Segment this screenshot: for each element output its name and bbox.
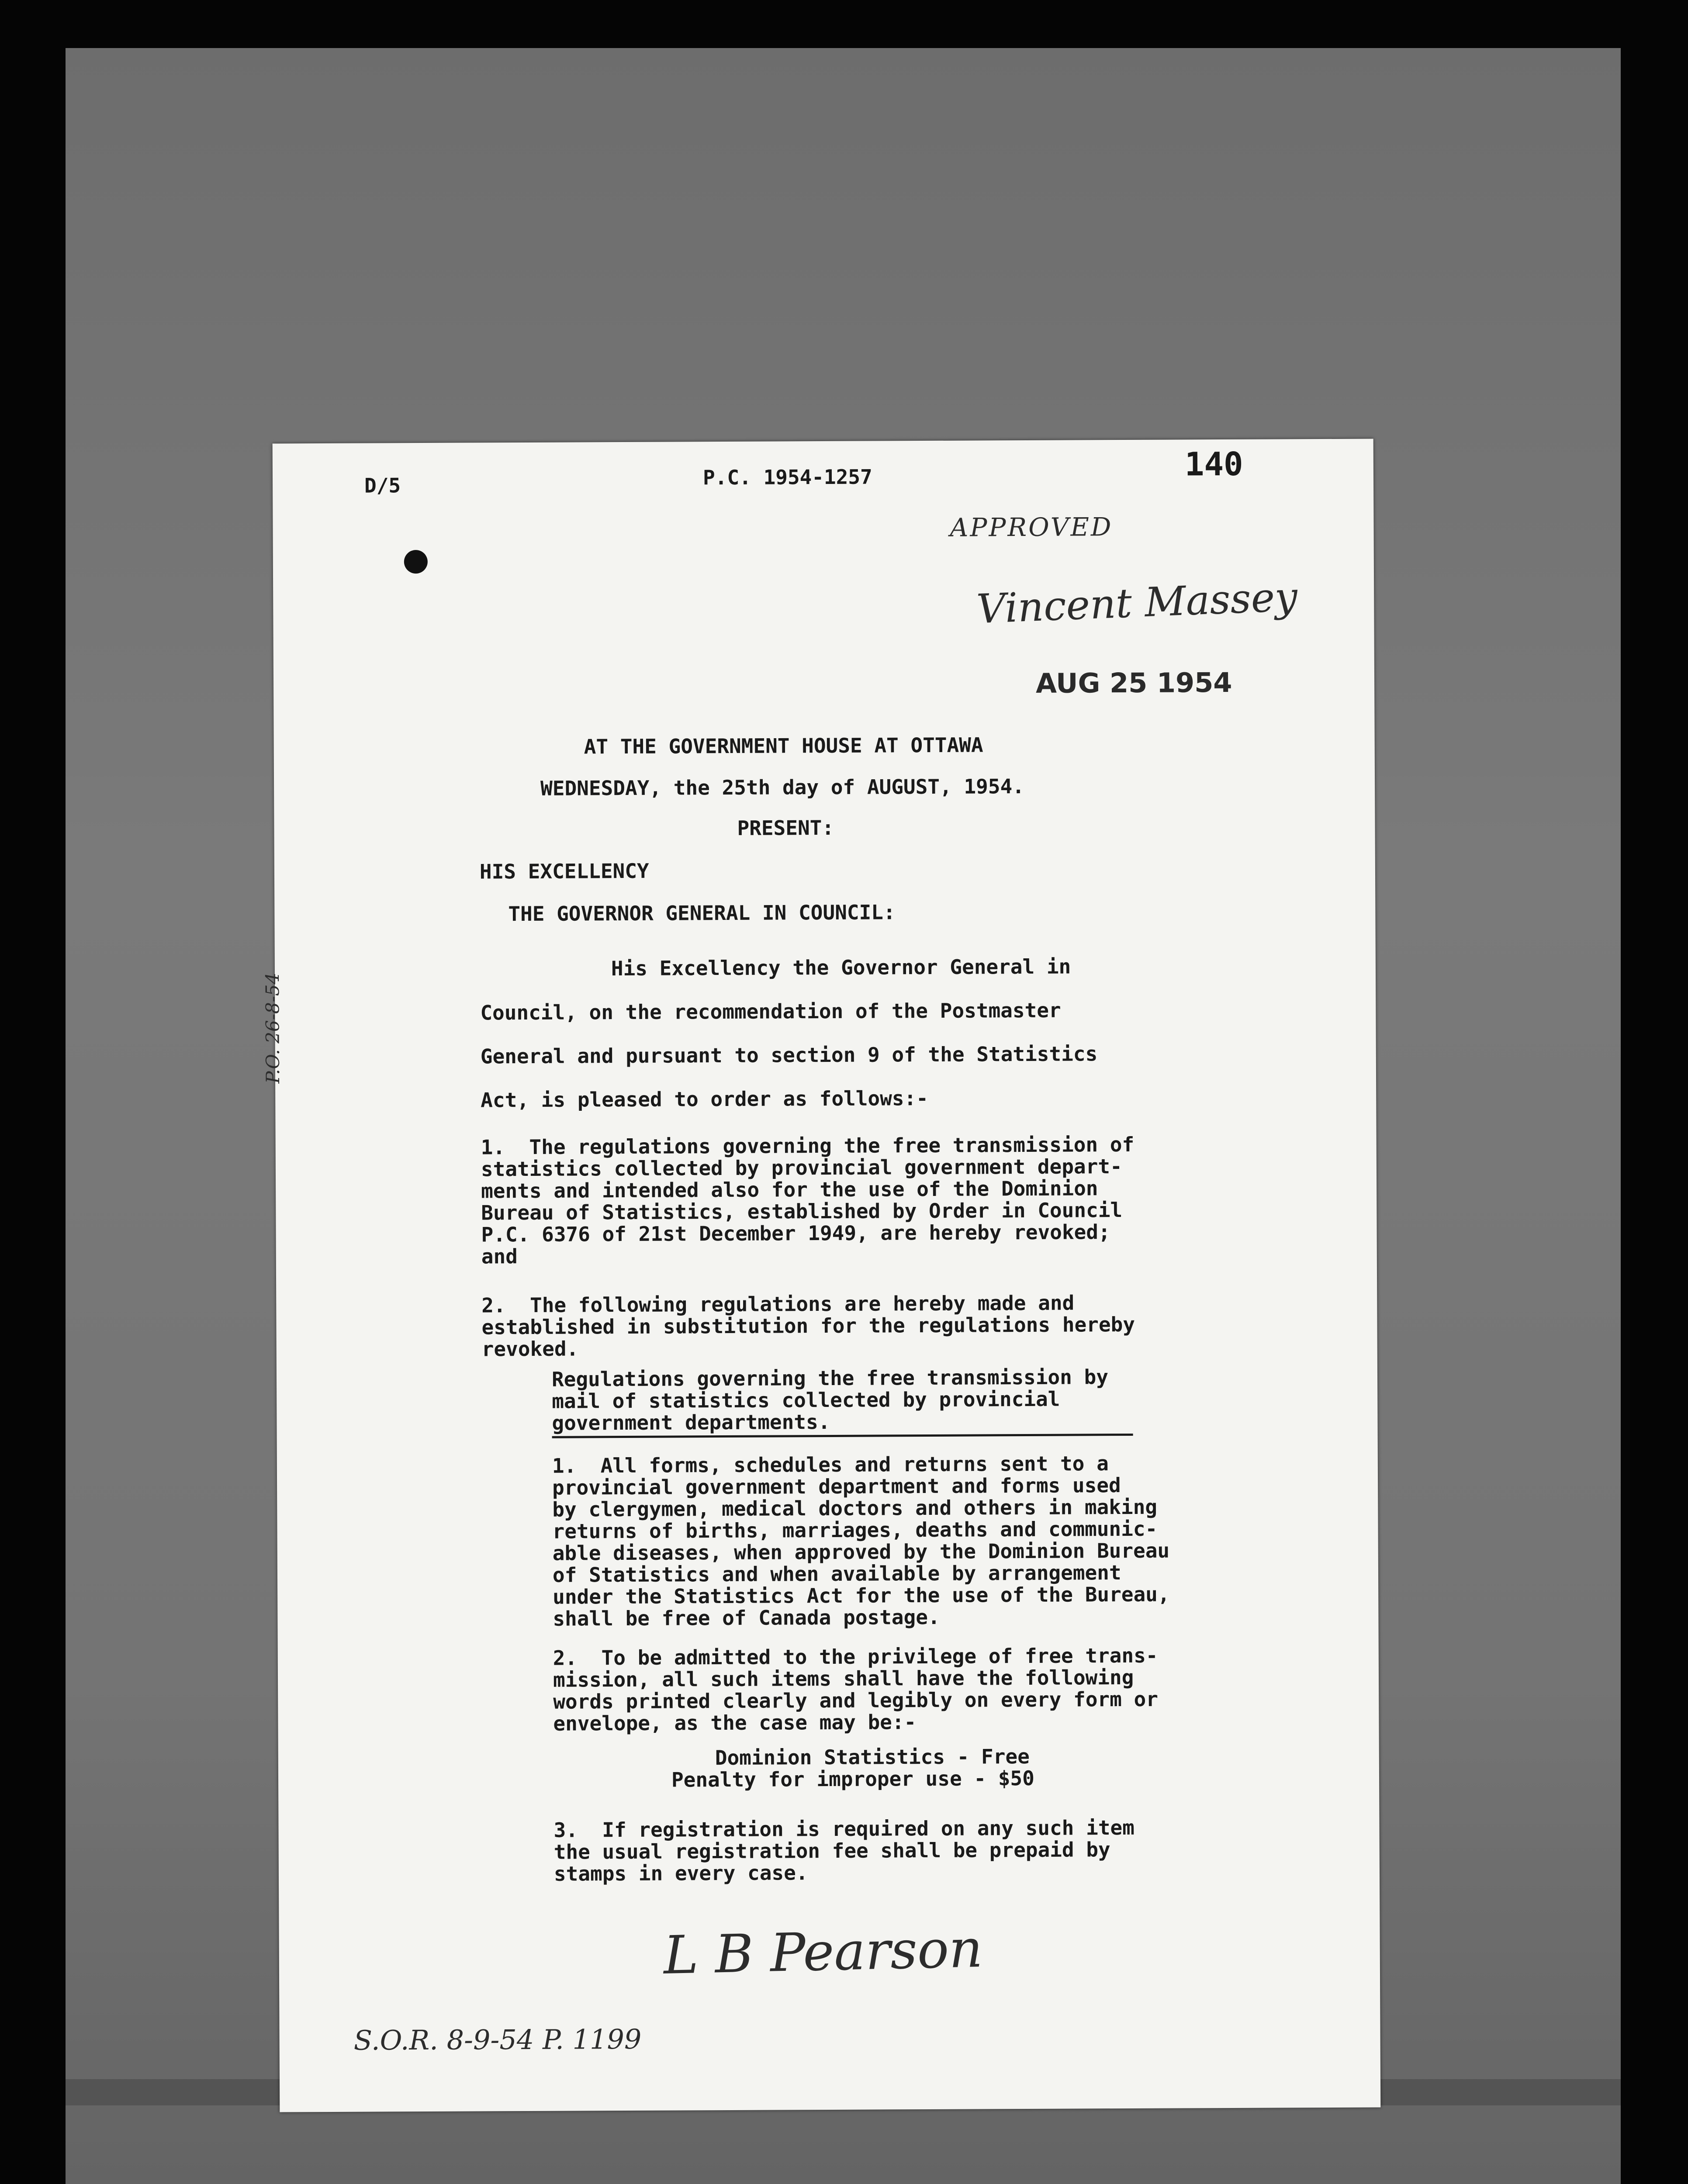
regulation-line: words printed clearly and legibly on every form or xyxy=(553,1687,1159,1714)
preamble-line: General and pursuant to section 9 of the Statistics xyxy=(480,1042,1098,1068)
regulation-line: stamps in every case. xyxy=(553,1861,808,1886)
sor-note: S.O.R. 8-9-54 P. 1199 xyxy=(353,2023,642,2056)
heading-his-excellency: HIS EXCELLENCY xyxy=(479,859,649,884)
regulation-item-2 xyxy=(553,1645,1159,1735)
regulation-line: envelope, as the case may be:- xyxy=(553,1710,917,1735)
regulation-item-1 xyxy=(552,1452,1170,1630)
clause-2 xyxy=(481,1292,1135,1360)
regulation-line: by clergymen, medical doctors and others in making xyxy=(552,1495,1158,1521)
clause-1 xyxy=(481,1133,1135,1268)
clause-line: ments and intended also for the use of the Dominion xyxy=(481,1176,1098,1203)
clause-line: and xyxy=(481,1244,518,1268)
governor-signature: Vincent Massey xyxy=(975,573,1298,633)
regulation-line: under the Statistics Act for the use of the Bureau, xyxy=(553,1582,1170,1609)
preamble-line: Act, is pleased to order as follows:- xyxy=(481,1086,929,1112)
approved-annotation: APPROVED xyxy=(950,512,1113,543)
clause-line: Bureau of Statistics, established by Order in Council xyxy=(481,1198,1123,1225)
clause-line: statistics collected by provincial government depart- xyxy=(481,1154,1122,1181)
regulation-line: 1. All forms, schedules and returns sent to a xyxy=(552,1451,1109,1478)
indicia-line: Dominion Statistics - Free xyxy=(715,1744,1030,1770)
date-stamp: AUG 25 1954 xyxy=(1035,666,1232,699)
regulation-line: the usual registration fee shall be prepaid by xyxy=(553,1838,1110,1864)
punch-hole xyxy=(404,550,428,574)
regulation-line: able diseases, when approved by the Dominion Bureau xyxy=(552,1538,1170,1565)
regulation-line: provincial government department and forms used xyxy=(552,1473,1121,1500)
clause-line: 1. The regulations governing the free transmission of xyxy=(481,1132,1135,1159)
regulation-line: of Statistics and when available by arrangement xyxy=(552,1561,1121,1587)
heading-location: AT THE GOVERNMENT HOUSE AT OTTAWA xyxy=(584,733,983,759)
clause-line: revoked. xyxy=(481,1337,579,1361)
regulations-title-line: government departments. xyxy=(552,1410,830,1435)
heading-date-line: WEDNESDAY, the 25th day of AUGUST, 1954. xyxy=(540,774,1025,800)
indicia-line: Penalty for improper use - $50 xyxy=(671,1766,1034,1792)
document-page xyxy=(261,439,1381,2112)
order-number: P.C. 1954-1257 xyxy=(702,465,872,490)
regulation-line: shall be free of Canada postage. xyxy=(553,1605,940,1631)
regulation-item-3 xyxy=(553,1817,1135,1885)
clause-line: established in substitution for the regulations hereby xyxy=(481,1312,1135,1339)
regulations-title-line: mail of statistics collected by provincial xyxy=(552,1387,1060,1413)
heading-present: PRESENT: xyxy=(737,816,834,840)
heading-governor-general: THE GOVERNOR GENERAL IN COUNCIL: xyxy=(508,900,896,926)
preamble-line: His Excellency the Governor General in xyxy=(611,954,1071,981)
margin-note: P.O. 26-8-54 xyxy=(261,972,284,1084)
clause-line: P.C. 6376 of 21st December 1949, are hereby revoked; xyxy=(481,1220,1110,1247)
page-number: 140 xyxy=(1184,445,1243,484)
file-code: D/5 xyxy=(364,473,401,498)
regulations-title xyxy=(552,1366,1109,1434)
preamble-line: Council, on the recommendation of the Postmaster xyxy=(480,998,1061,1025)
clause-line: 2. The following regulations are hereby made and xyxy=(481,1291,1075,1317)
regulation-line: 3. If registration is required on any such item xyxy=(553,1815,1135,1842)
regulation-line: returns of births, marriages, deaths and communic- xyxy=(552,1517,1158,1543)
regulation-line: 2. To be admitted to the privilege of free trans- xyxy=(553,1643,1158,1670)
regulation-line: mission, all such items shall have the following xyxy=(553,1665,1134,1692)
minister-signature: L B Pearson xyxy=(663,1918,983,1987)
regulations-title-line: Regulations governing the free transmission by xyxy=(551,1365,1109,1391)
